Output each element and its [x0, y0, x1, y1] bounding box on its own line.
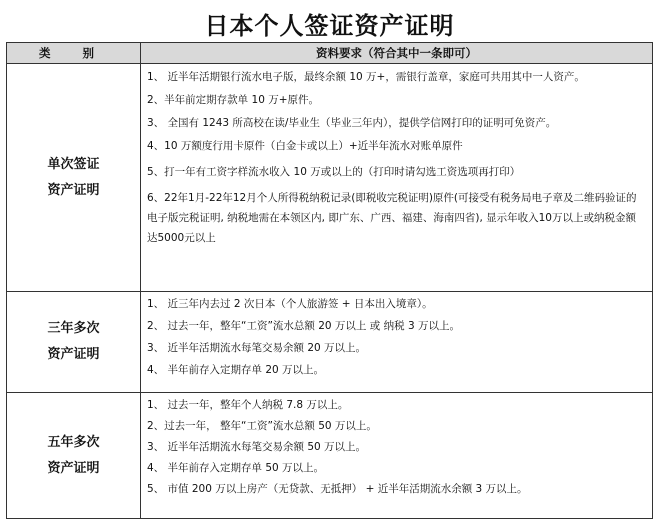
list-item: 2、过去一年， 整年“工资”流水总额 50 万以上。	[147, 420, 377, 432]
list-item: 5、打一年有工资字样流水收入 10 万或以上的（打印时请勾选工资选项再打印）	[147, 166, 521, 178]
header-requirements: 资料要求（符合其中一条即可）	[141, 43, 653, 64]
list-item: 1、 过去一年，整年个人纳税 7.8 万以上。	[147, 399, 349, 411]
list-item: 4、10 万额度行用卡原件（白金卡或以上）+近半年流水对账单原件	[147, 140, 463, 152]
list-item: 1、 近半年活期银行流水电子版，最终余额 10 万+，需银行盖章，家庭可共用其中一人资产。	[147, 71, 585, 83]
list-item: 2、 过去一年，整年“工资”流水总额 20 万以上 或 纳税 3 万以上。	[147, 320, 460, 332]
category-line: 五年多次	[47, 434, 100, 450]
page-title: 日本个人签证资产证明	[204, 12, 455, 40]
category-line: 资产证明	[47, 460, 100, 476]
category-line: 单次签证	[47, 156, 100, 172]
header-category: 类 别	[7, 43, 141, 64]
list-item: 4、 半年前存入定期存单 20 万以上。	[147, 364, 325, 376]
header-row	[7, 43, 653, 64]
list-item: 3、 全国有 1243 所高校在读/毕业生（毕业三年内），提供学信网打印的证明可免资产。	[147, 117, 557, 129]
category-line: 资产证明	[47, 347, 100, 362]
requirements-cell	[141, 64, 653, 292]
category-line: 资产证明	[47, 182, 100, 198]
list-item: 3、 近半年活期流水每笔交易余额 50 万以上。	[147, 441, 367, 453]
requirements-cell	[141, 393, 653, 519]
list-item: 3、 近半年活期流水每笔交易余额 20 万以上。	[147, 342, 367, 354]
category-cell	[7, 393, 141, 519]
category-cell	[7, 292, 141, 393]
list-item: 4、 半年前存入定期存单 50 万以上。	[147, 462, 325, 474]
list-item: 6、22年1月-22年12月个人所得税纳税记录(即税收完税证明)原件(可接受有税务局电子章及二维码验证的电子版完税证明, 纳税地需在本领区内, 即广东、广西、福建、海南四省), 显示年收入10万以上或纳税金额达5000元以上	[147, 192, 637, 244]
list-item: 5、 市值 200 万以上房产（无贷款、无抵押） + 近半年活期流水余额 3 万以上。	[147, 483, 528, 495]
requirements-cell	[141, 292, 653, 393]
list-item: 2、半年前定期存款单 10 万+原件。	[147, 94, 320, 106]
section-five-year-multiple	[7, 393, 653, 519]
requirements-table	[6, 42, 653, 519]
category-cell	[7, 64, 141, 292]
section-three-year-multiple	[7, 292, 653, 393]
list-item: 1、 近三年内去过 2 次日本（个人旅游签 + 日本出入境章）。	[147, 298, 433, 310]
category-line: 三年多次	[47, 321, 100, 336]
section-single-entry	[7, 64, 653, 292]
